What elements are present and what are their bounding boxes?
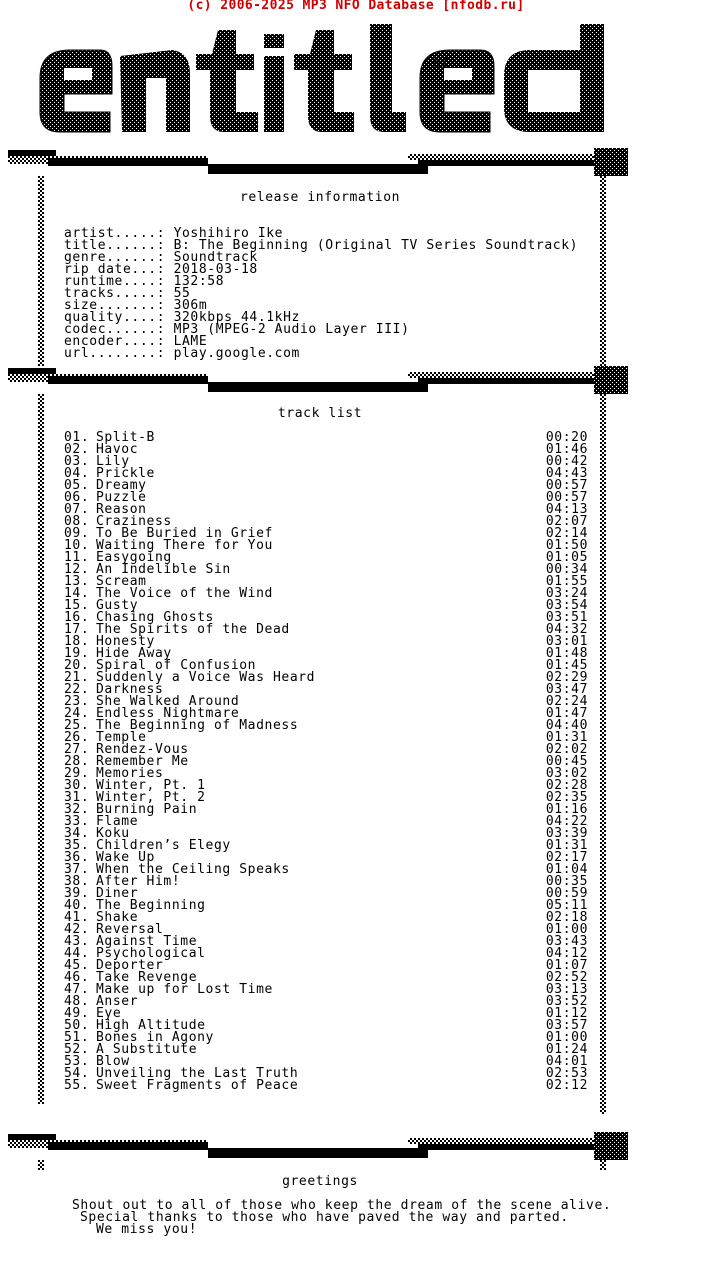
track-number: 37. <box>64 862 90 877</box>
track-title: Blow <box>96 1054 130 1069</box>
track-row <box>64 984 588 996</box>
track-duration: 03:43 <box>545 934 588 949</box>
track-duration: 03:51 <box>545 610 588 625</box>
track-title: Split-B <box>96 430 155 445</box>
track-number: 48. <box>64 994 90 1009</box>
release-field-value: 55 <box>173 286 191 301</box>
release-field-value: LAME <box>173 334 208 349</box>
greetings-heading: greetings <box>282 1174 358 1189</box>
track-title: After Him! <box>96 874 181 889</box>
track-title: Burning Pain <box>96 802 198 817</box>
release-field-label: title......: <box>64 238 166 253</box>
track-number: 03. <box>64 454 90 469</box>
track-title: A Substitute <box>96 1042 198 1057</box>
track-title: Puzzle <box>96 490 147 505</box>
track-duration: 00:45 <box>545 754 588 769</box>
track-title: Bones in Agony <box>96 1030 214 1045</box>
track-number: 36. <box>64 850 90 865</box>
track-duration: 01:45 <box>545 658 588 673</box>
track-title: Hide Away <box>96 646 172 661</box>
track-duration: 00:42 <box>545 454 588 469</box>
frame-right-tracklist <box>600 394 609 1114</box>
track-row <box>64 816 588 828</box>
track-duration: 01:46 <box>545 442 588 457</box>
track-number: 18. <box>64 634 90 649</box>
track-duration: 03:54 <box>545 598 588 613</box>
release-field-label: size.......: <box>64 298 166 313</box>
track-duration: 02:52 <box>545 970 588 985</box>
release-field-label: quality....: <box>64 310 166 325</box>
track-number: 13. <box>64 574 90 589</box>
track-row <box>64 996 588 1008</box>
track-duration: 02:53 <box>545 1066 588 1081</box>
track-duration: 03:24 <box>545 586 588 601</box>
track-number: 22. <box>64 682 90 697</box>
frame-right-greetings <box>600 1160 609 1170</box>
track-duration: 00:20 <box>545 430 588 445</box>
logo-tag: hX! <box>432 57 456 72</box>
track-duration: 02:12 <box>545 1078 588 1093</box>
track-row <box>64 1044 588 1056</box>
track-number: 29. <box>64 766 90 781</box>
track-number: 07. <box>64 502 90 517</box>
track-duration: 04:01 <box>545 1054 588 1069</box>
track-duration: 01:48 <box>545 646 588 661</box>
track-row <box>64 1080 588 1092</box>
track-title: Unveiling the Last Truth <box>96 1066 299 1081</box>
track-title: Havoc <box>96 442 139 457</box>
release-info-heading: release information <box>239 190 401 205</box>
release-field-value: play.google.com <box>173 346 300 361</box>
track-duration: 02:28 <box>545 778 588 793</box>
track-title: The Beginning of Madness <box>96 718 299 733</box>
release-field-label: rip date...: <box>64 262 166 277</box>
tracklist-heading: track list <box>277 406 363 421</box>
divider-top-greetings <box>8 1132 632 1162</box>
track-number: 14. <box>64 586 90 601</box>
track-number: 25. <box>64 718 90 733</box>
release-field <box>64 348 300 360</box>
track-number: 40. <box>64 898 90 913</box>
release-field-label: artist.....: <box>64 226 166 241</box>
track-title: Koku <box>96 826 130 841</box>
track-title: Psychological <box>96 946 206 961</box>
track-row <box>64 444 588 456</box>
release-field-value: 306m <box>173 298 208 313</box>
track-duration: 01:12 <box>545 1006 588 1021</box>
track-row <box>64 804 588 816</box>
track-title: Flame <box>96 814 139 829</box>
track-row <box>64 876 588 888</box>
greetings-line-1: Shout out to all of those who keep the dream of the scene alive. <box>72 1198 612 1213</box>
track-duration: 02:02 <box>545 742 588 757</box>
track-title: Darkness <box>96 682 164 697</box>
track-title: Against Time <box>96 934 198 949</box>
track-number: 51. <box>64 1030 90 1045</box>
track-duration: 02:24 <box>545 694 588 709</box>
track-duration: 02:29 <box>545 670 588 685</box>
track-number: 54. <box>64 1066 90 1081</box>
track-duration: 01:31 <box>545 730 588 745</box>
release-field-label: runtime....: <box>64 274 166 289</box>
track-number: 53. <box>64 1054 90 1069</box>
track-duration: 03:01 <box>545 634 588 649</box>
track-title: Eye <box>96 1006 122 1021</box>
track-title: Prickle <box>96 466 155 481</box>
track-duration: 01:04 <box>545 862 588 877</box>
track-duration: 01:00 <box>545 922 588 937</box>
track-duration: 03:47 <box>545 682 588 697</box>
track-duration: 01:47 <box>545 706 588 721</box>
track-row <box>64 432 588 444</box>
track-title: Chasing Ghosts <box>96 610 214 625</box>
track-title: Memories <box>96 766 164 781</box>
track-duration: 02:17 <box>545 850 588 865</box>
track-title: Easygoing <box>96 550 172 565</box>
release-field-label: genre......: <box>64 250 166 265</box>
track-row <box>64 900 588 912</box>
track-number: 19. <box>64 646 90 661</box>
track-duration: 01:50 <box>545 538 588 553</box>
track-title: The Spirits of the Dead <box>96 622 290 637</box>
track-number: 33. <box>64 814 90 829</box>
track-number: 50. <box>64 1018 90 1033</box>
track-title: Winter, Pt. 2 <box>96 790 206 805</box>
track-number: 24. <box>64 706 90 721</box>
track-duration: 02:35 <box>545 790 588 805</box>
track-number: 46. <box>64 970 90 985</box>
track-title: Temple <box>96 730 147 745</box>
release-field-value: 132:58 <box>173 274 225 289</box>
track-duration: 03:39 <box>545 826 588 841</box>
track-title: Diner <box>96 886 139 901</box>
track-number: 38. <box>64 874 90 889</box>
track-number: 42. <box>64 922 90 937</box>
track-title: Winter, Pt. 1 <box>96 778 206 793</box>
track-duration: 04:22 <box>545 814 588 829</box>
track-number: 26. <box>64 730 90 745</box>
divider-top-tracklist <box>8 366 632 396</box>
track-number: 08. <box>64 514 90 529</box>
track-duration: 01:00 <box>545 1030 588 1045</box>
release-field-label: url........: <box>64 346 166 361</box>
track-number: 27. <box>64 742 90 757</box>
track-duration: 04:12 <box>545 946 588 961</box>
frame-left-release <box>38 176 47 366</box>
track-duration: 03:52 <box>545 994 588 1009</box>
track-title: Spiral of Confusion <box>96 658 257 673</box>
track-title: Reversal <box>96 922 164 937</box>
release-field-value: B: The Beginning (Original TV Series Soundtrack) <box>173 238 579 253</box>
track-number: 23. <box>64 694 90 709</box>
track-number: 44. <box>64 946 90 961</box>
track-duration: 01:16 <box>545 802 588 817</box>
track-number: 49. <box>64 1006 90 1021</box>
track-number: 39. <box>64 886 90 901</box>
track-duration: 00:57 <box>545 490 588 505</box>
track-title: To Be Buried in Grief <box>96 526 273 541</box>
track-number: 05. <box>64 478 90 493</box>
track-duration: 04:32 <box>545 622 588 637</box>
release-field-label: codec......: <box>64 322 166 337</box>
track-title: Shake <box>96 910 139 925</box>
track-title: Make up for Lost Time <box>96 982 273 997</box>
release-field-value: 2018-03-18 <box>173 262 258 277</box>
release-field-label: tracks.....: <box>64 286 166 301</box>
track-duration: 04:43 <box>545 466 588 481</box>
frame-left-tracklist <box>38 394 47 1104</box>
track-number: 55. <box>64 1078 90 1093</box>
track-number: 02. <box>64 442 90 457</box>
release-field-value: 320kbps 44.1kHz <box>173 310 300 325</box>
track-title: Lily <box>96 454 130 469</box>
track-number: 04. <box>64 466 90 481</box>
track-number: 32. <box>64 802 90 817</box>
track-duration: 01:31 <box>545 838 588 853</box>
track-duration: 03:57 <box>545 1018 588 1033</box>
track-title: An Indelible Sin <box>96 562 231 577</box>
release-field-label: encoder....: <box>64 334 166 349</box>
frame-left-greetings <box>38 1160 47 1170</box>
track-duration: 04:13 <box>545 502 588 517</box>
track-duration: 01:24 <box>545 1042 588 1057</box>
track-number: 28. <box>64 754 90 769</box>
release-field-value: MP3 (MPEG-2 Audio Layer III) <box>173 322 410 337</box>
track-title: Rendez-Vous <box>96 742 189 757</box>
track-title: She Walked Around <box>96 694 240 709</box>
track-title: Remember Me <box>96 754 189 769</box>
track-number: 01. <box>64 430 90 445</box>
track-number: 20. <box>64 658 90 673</box>
track-duration: 02:18 <box>545 910 588 925</box>
track-duration: 01:05 <box>545 550 588 565</box>
track-duration: 00:57 <box>545 478 588 493</box>
track-number: 47. <box>64 982 90 997</box>
frame-right-release <box>600 176 609 366</box>
track-number: 30. <box>64 778 90 793</box>
track-number: 43. <box>64 934 90 949</box>
track-title: Dreamy <box>96 478 147 493</box>
track-title: Reason <box>96 502 147 517</box>
track-duration: 02:14 <box>545 526 588 541</box>
track-number: 31. <box>64 790 90 805</box>
track-row <box>64 588 588 600</box>
track-number: 12. <box>64 562 90 577</box>
track-title: Craziness <box>96 514 172 529</box>
track-title: The Beginning <box>96 898 206 913</box>
track-number: 41. <box>64 910 90 925</box>
track-title: Suddenly a Voice Was Heard <box>96 670 316 685</box>
track-duration: 01:55 <box>545 574 588 589</box>
track-title: Children’s Elegy <box>96 838 231 853</box>
track-number: 35. <box>64 838 90 853</box>
track-number: 17. <box>64 622 90 637</box>
logo-graphic <box>0 20 640 140</box>
track-title: Waiting There for You <box>96 538 273 553</box>
track-title: Honesty <box>96 634 155 649</box>
release-field-value: Yoshihiro Ike <box>173 226 284 241</box>
track-duration: 04:40 <box>545 718 588 733</box>
greetings-line-3: We miss you! <box>96 1222 198 1237</box>
track-duration: 00:59 <box>545 886 588 901</box>
track-duration: 00:34 <box>545 562 588 577</box>
copyright-banner: (c) 2006-2025 MP3 NFO Database [nfodb.ru] <box>187 0 525 13</box>
track-number: 21. <box>64 670 90 685</box>
release-field-value: Soundtrack <box>173 250 258 265</box>
track-duration: 02:07 <box>545 514 588 529</box>
track-number: 16. <box>64 610 90 625</box>
track-title: The Voice of the Wind <box>96 586 273 601</box>
track-number: 45. <box>64 958 90 973</box>
track-number: 34. <box>64 826 90 841</box>
track-title: Sweet Fragments of Peace <box>96 1078 299 1093</box>
track-title: Scream <box>96 574 147 589</box>
track-duration: 03:13 <box>545 982 588 997</box>
track-number: 09. <box>64 526 90 541</box>
track-duration: 00:35 <box>545 874 588 889</box>
track-title: Anser <box>96 994 139 1009</box>
track-number: 11. <box>64 550 90 565</box>
track-duration: 01:07 <box>545 958 588 973</box>
track-number: 52. <box>64 1042 90 1057</box>
track-title: Deporter <box>96 958 164 973</box>
track-title: Wake Up <box>96 850 155 865</box>
track-duration: 03:02 <box>545 766 588 781</box>
track-duration: 05:11 <box>545 898 588 913</box>
track-title: Take Revenge <box>96 970 198 985</box>
divider-top-release <box>8 148 632 178</box>
track-title: Endless Nightmare <box>96 706 240 721</box>
track-title: Gusty <box>96 598 139 613</box>
track-number: 06. <box>64 490 90 505</box>
track-title: When the Ceiling Speaks <box>96 862 290 877</box>
track-number: 15. <box>64 598 90 613</box>
track-number: 10. <box>64 538 90 553</box>
greetings-line-2: Special thanks to those who have paved the way and parted. <box>80 1210 569 1225</box>
track-title: High Altitude <box>96 1018 206 1033</box>
